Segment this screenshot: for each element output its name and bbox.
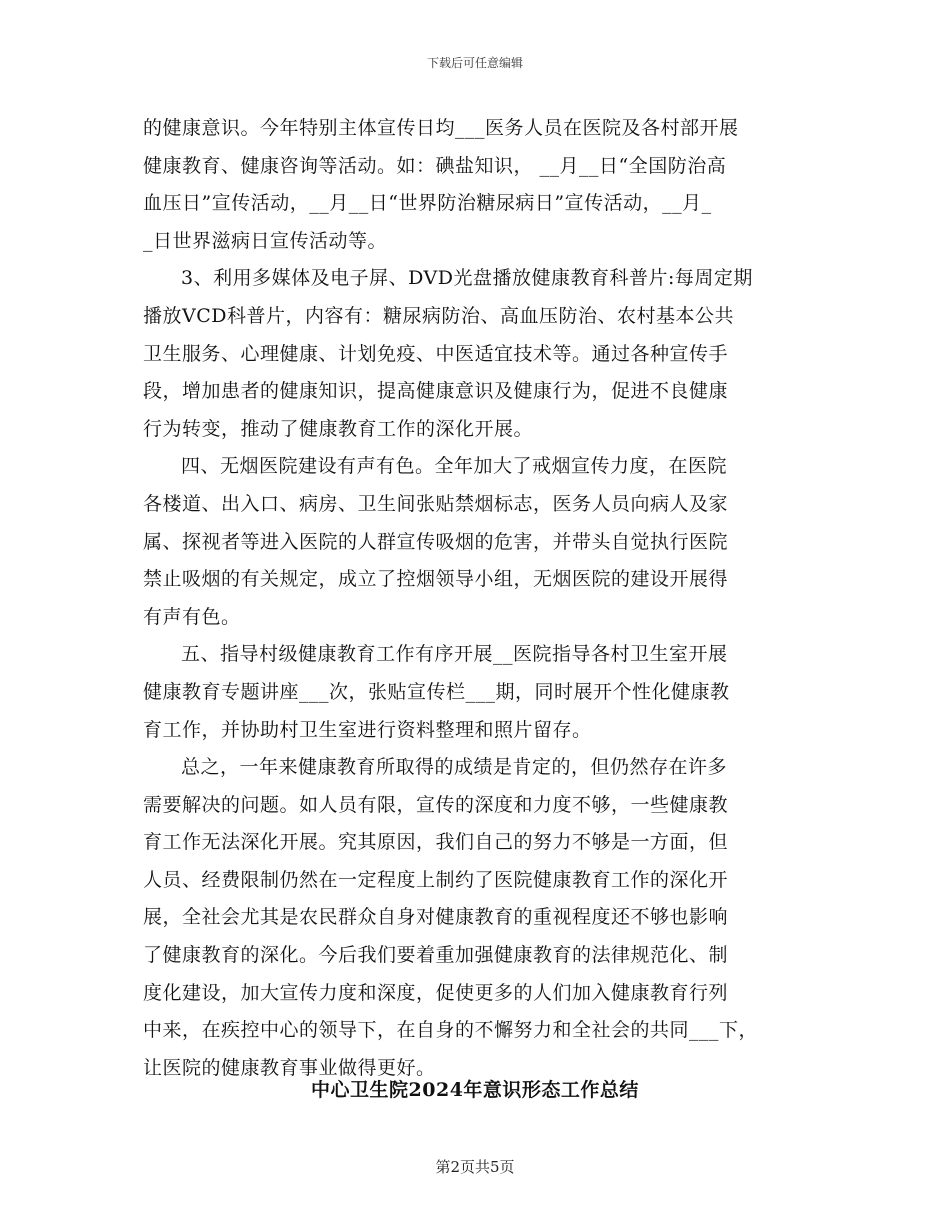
text-line: 段，增加患者的健康知识，提高健康意识及健康行为，促进不良健康 [143,380,729,403]
text-line: _日世界滋病日宣传活动等。 [143,229,388,252]
text-line: 总之，一年来健康教育所取得的成绩是肯定的，但仍然存在许多 [181,756,728,779]
text-line: 各楼道、出入口、病房、卫生间张贴禁烟标志，医务人员向病人及家 [143,492,729,515]
text-line: 健康教育专题讲座___次，张贴宣传栏___期，同时展开个性化健康教 [143,680,730,703]
text-line: 播放VCD科普片，内容有：糖尿病防治、高血压防治、农村基本公共 [143,304,734,327]
text-line: 展，全社会尤其是农民群众自身对健康教育的重视程度还不够也影响 [143,906,729,929]
text-line: 育工作，并协助村卫生室进行资料整理和照片留存。 [143,718,592,741]
text-line: 3、利用多媒体及电子屏、DVD光盘播放健康教育科普片:每周定期 [181,267,753,290]
page-header: 下载后可任意编辑 [426,56,523,70]
text-line: 血压日”宣传活动，__月__日“世界防治糖尿病日”宣传活动，__月_ [143,192,712,215]
text-line: 行为转变，推动了健康教育工作的深化开展。 [143,417,534,440]
text-line: 卫生服务、心理健康、计划免疫、中医适宜技术等。通过各种宣传手 [143,342,729,365]
text-line: 健康教育、健康咨询等活动。如：碘盐知识， __月__日“全国防治高 [143,154,727,177]
text-line: 四、无烟医院建设有声有色。全年加大了戒烟宣传力度，在医院 [181,455,728,478]
text-line: 让医院的健康教育事业做得更好。 [143,1056,436,1079]
body-text [143,110,813,1087]
text-line: 度化建设，加大宣传力度和深度，促使更多的人们加入健康教育行列 [143,981,729,1004]
section-title: 中心卫生院2024年意识形态工作总结 [311,1079,639,1101]
text-line: 人员、经费限制仍然在一定程度上制约了医院健康教育工作的深化开 [143,868,729,891]
text-line: 需要解决的问题。如人员有限，宣传的深度和力度不够，一些健康教 [143,793,729,816]
text-line: 属、探视者等进入医院的人群宣传吸烟的危害，并带头自觉执行医院 [143,530,729,553]
text-line: 育工作无法深化开展。究其原因，我们自己的努力不够是一方面，但 [143,831,729,854]
text-line: 五、指导村级健康教育工作有序开展__医院指导各村卫生室开展 [181,643,728,666]
text-line: 的健康意识。今年特别主体宣传日均___医务人员在医院及各村部开展 [143,117,739,139]
text-line: 了健康教育的深化。今后我们要着重加强健康教育的法律规范化、制 [143,944,729,967]
text-line: 有声有色。 [143,605,241,628]
text-line: 禁止吸烟的有关规定，成立了控烟领导小组，无烟医院的建设开展得 [143,568,729,591]
page-footer: 第2页共5页 [435,1158,515,1176]
text-line: 中来，在疾控中心的领导下，在自身的不懈努力和全社会的共同___下， [143,1019,759,1042]
